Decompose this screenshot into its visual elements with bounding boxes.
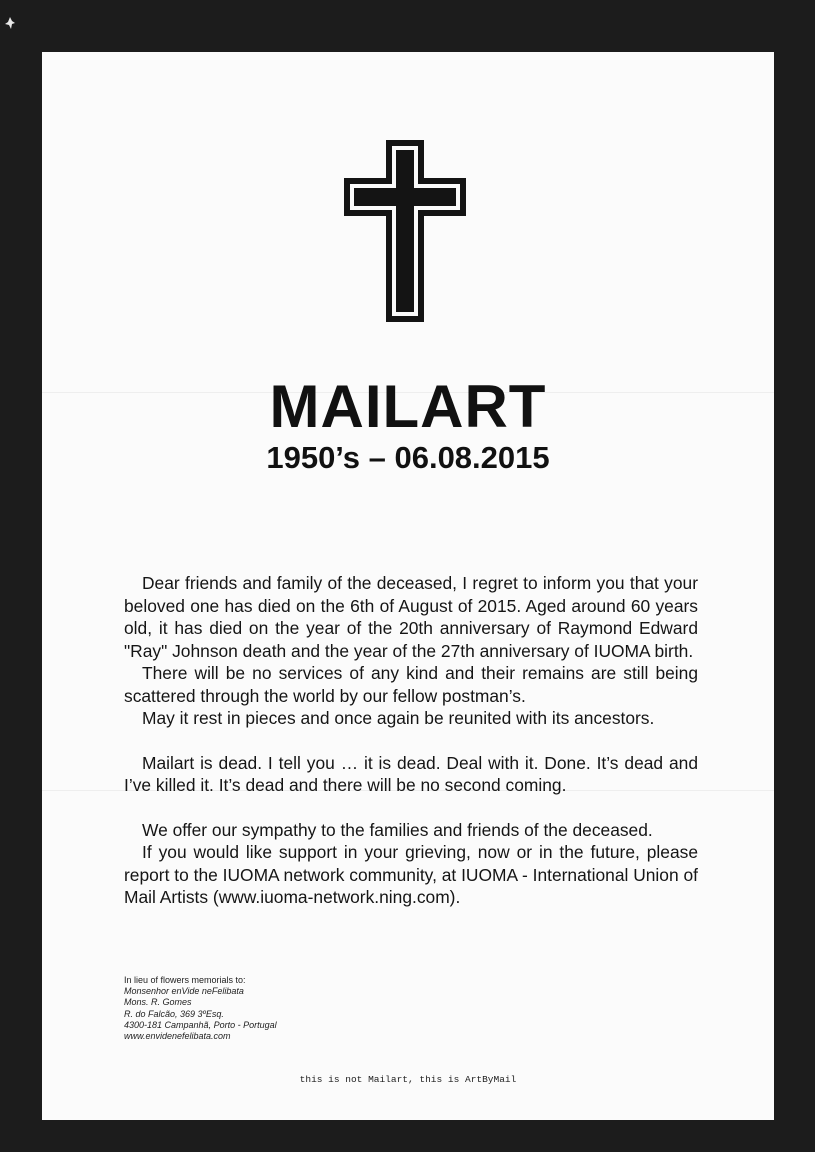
notice-title: MAILART	[269, 373, 547, 440]
memorials-line: www.envidenefelibata.com	[124, 1031, 231, 1042]
memorials-line: Mons. R. Gomes	[124, 997, 192, 1008]
paragraph-announcement: Dear friends and family of the deceased, I regret to inform you that your beloved one has died on the 6th of August of 2015. Aged around 60 years old, it has died on the year of the 20th anniversary of Raymond Edward "Ray" Johnson death and the year of the 27th anniversary of IUOMA birth.	[124, 573, 698, 661]
memorials-block	[124, 975, 277, 1042]
paragraph-support: If you would like support in your grieving, now or in the future, please report to the IUOMA network community, at IUOMA - International Union of Mail Artists (www.iuoma-network.ning.com).	[124, 842, 698, 907]
notice-body	[124, 572, 698, 909]
paragraph-mailart-dead: Mailart is dead. I tell you … it is dead. Deal with it. Done. It’s dead and I’ve killed it. It’s dead and there will be no second coming.	[124, 752, 698, 795]
memorials-line: R. do Falcão, 369 3ºEsq.	[124, 1008, 224, 1019]
footer-note: this is not Mailart, this is ArtByMail	[299, 1074, 517, 1085]
memorials-line: 4300-181 Campanhã, Porto - Portugal	[124, 1019, 277, 1030]
paragraph-sympathy: We offer our sympathy to the families and friends of the deceased.	[142, 819, 653, 840]
scan-speck	[5, 17, 15, 29]
latin-cross-icon	[344, 140, 466, 322]
paragraph-rest: May it rest in pieces and once again be reunited with its ancestors.	[142, 708, 655, 728]
obituary-paper	[42, 52, 774, 1120]
memorials-line: Monsenhor enVide neFelibata	[124, 986, 244, 997]
paragraph-services: There will be no services of any kind and their remains are still being scattered through the world by our fellow postman’s.	[124, 663, 698, 706]
notice-dates: 1950’s – 06.08.2015	[266, 440, 550, 475]
memorials-heading: In lieu of flowers memorials to:	[124, 975, 246, 985]
